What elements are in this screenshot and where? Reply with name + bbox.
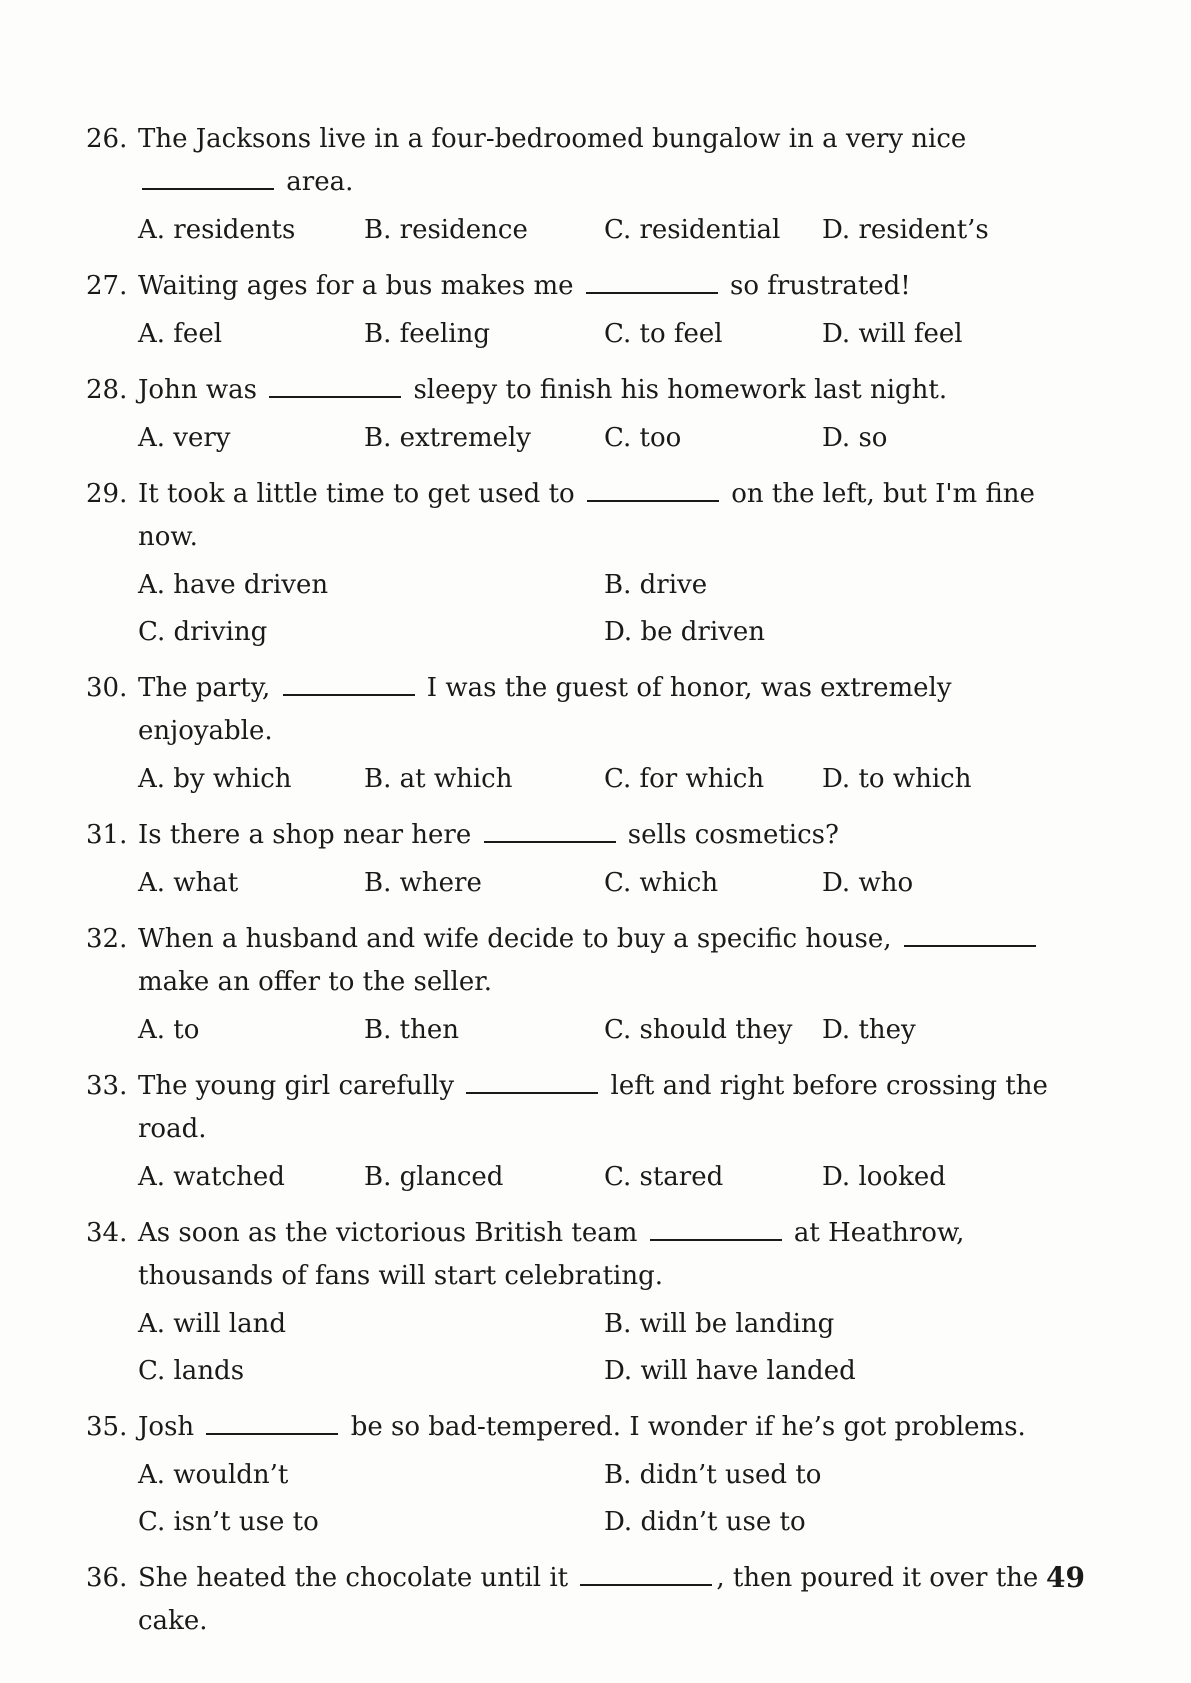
answer-options xyxy=(138,1154,1086,1201)
options-row xyxy=(138,1452,1086,1499)
answer-option: C. isn’t use to xyxy=(138,1507,319,1537)
answer-option: D. will feel xyxy=(822,319,963,349)
question-text-after: sells cosmetics? xyxy=(619,820,839,850)
question-item xyxy=(86,1406,1086,1546)
answer-option: D. who xyxy=(822,868,914,898)
options-row xyxy=(138,1499,1086,1546)
question-stem xyxy=(86,118,1086,204)
answer-options xyxy=(138,1007,1086,1054)
answer-option: B. didn’t used to xyxy=(604,1460,822,1490)
question-text-after: sleepy to finish his homework last night. xyxy=(405,375,948,405)
options-row xyxy=(138,1301,1086,1348)
question-item xyxy=(86,118,1086,254)
question-stem xyxy=(86,1406,1086,1449)
answer-blank xyxy=(904,945,1036,947)
answer-option: B. extremely xyxy=(364,423,531,453)
answer-option: B. at which xyxy=(364,764,513,794)
answer-options xyxy=(138,1452,1086,1546)
question-text-after: at Heathrow, thousands of fans will start celebrating. xyxy=(138,1218,965,1291)
options-row xyxy=(138,311,1086,358)
answer-option: D. looked xyxy=(822,1162,946,1192)
answer-option: D. resident’s xyxy=(822,215,989,245)
answer-options xyxy=(138,562,1086,656)
answer-option: B. will be landing xyxy=(604,1309,835,1339)
answer-blank xyxy=(142,188,274,190)
answer-option: D. didn’t use to xyxy=(604,1507,806,1537)
options-row xyxy=(138,1154,1086,1201)
answer-options xyxy=(138,756,1086,803)
answer-option: A. what xyxy=(138,868,239,898)
question-item xyxy=(86,1557,1086,1643)
question-text-after: , then poured it over the cake. xyxy=(138,1563,1039,1636)
answer-option: B. where xyxy=(364,868,482,898)
answer-option: A. wouldn’t xyxy=(138,1460,289,1490)
answer-option: B. residence xyxy=(364,215,528,245)
question-stem xyxy=(86,1212,1086,1298)
answer-option: A. have driven xyxy=(138,570,329,600)
answer-blank xyxy=(283,694,415,696)
question-text-before: As soon as the victorious British team xyxy=(138,1218,646,1248)
question-text-after: left and right before crossing the road. xyxy=(138,1071,1048,1144)
answer-options xyxy=(138,207,1086,254)
answer-option: C. to feel xyxy=(604,319,723,349)
question-item xyxy=(86,473,1086,656)
answer-option: D. so xyxy=(822,423,888,453)
answer-blank xyxy=(586,292,718,294)
question-stem xyxy=(86,814,1086,857)
answer-options xyxy=(138,1301,1086,1395)
question-text-after: make an offer to the seller. xyxy=(138,967,493,997)
options-row xyxy=(138,562,1086,609)
answer-option: C. which xyxy=(604,868,719,898)
answer-option: A. residents xyxy=(138,215,296,245)
question-number: 29. xyxy=(86,479,128,509)
answer-option: C. should they xyxy=(604,1015,793,1045)
answer-option: B. glanced xyxy=(364,1162,504,1192)
answer-options xyxy=(138,311,1086,358)
answer-option: B. drive xyxy=(604,570,708,600)
options-row xyxy=(138,1007,1086,1054)
question-list xyxy=(86,118,1086,1654)
question-item xyxy=(86,265,1086,358)
question-stem xyxy=(86,265,1086,308)
answer-blank xyxy=(587,500,719,502)
question-text-before: The young girl carefully xyxy=(138,1071,463,1101)
options-row xyxy=(138,415,1086,462)
options-row xyxy=(138,1348,1086,1395)
question-item xyxy=(86,667,1086,803)
question-item xyxy=(86,369,1086,462)
answer-option: C. residential xyxy=(604,215,781,245)
answer-option: C. for which xyxy=(604,764,765,794)
answer-option: A. very xyxy=(138,423,231,453)
answer-option: A. feel xyxy=(138,319,223,349)
question-number: 31. xyxy=(86,820,128,850)
answer-option: A. by which xyxy=(138,764,292,794)
options-row xyxy=(138,207,1086,254)
question-text-before: She heated the chocolate until it xyxy=(138,1563,577,1593)
answer-blank xyxy=(206,1433,338,1435)
answer-option: D. to which xyxy=(822,764,972,794)
question-text-before: John was xyxy=(138,375,266,405)
answer-blank xyxy=(466,1092,598,1094)
question-item xyxy=(86,1065,1086,1201)
answer-option: A. to xyxy=(138,1015,200,1045)
question-text-after: I was the guest of honor, was extremely enjoyable. xyxy=(138,673,952,746)
answer-blank xyxy=(650,1239,782,1241)
answer-option: D. be driven xyxy=(604,617,765,647)
question-text-before: Josh xyxy=(138,1412,203,1442)
answer-options xyxy=(138,415,1086,462)
question-number: 35. xyxy=(86,1412,128,1442)
answer-blank xyxy=(580,1584,712,1586)
answer-option: B. feeling xyxy=(364,319,491,349)
answer-option: A. will land xyxy=(138,1309,286,1339)
question-number: 26. xyxy=(86,124,128,154)
answer-option: C. too xyxy=(604,423,682,453)
question-stem xyxy=(86,1065,1086,1151)
answer-option: B. then xyxy=(364,1015,459,1045)
question-number: 33. xyxy=(86,1071,128,1101)
question-stem xyxy=(86,918,1086,1004)
answer-blank xyxy=(269,396,401,398)
question-text-before: The party, xyxy=(138,673,279,703)
question-stem xyxy=(86,1557,1086,1643)
question-text-before: Waiting ages for a bus makes me xyxy=(138,271,582,301)
options-row xyxy=(138,860,1086,907)
question-stem xyxy=(86,369,1086,412)
question-text-after: on the left, but I'm fine now. xyxy=(138,479,1035,552)
question-text-after: area. xyxy=(278,167,354,197)
answer-option: D. they xyxy=(822,1015,916,1045)
answer-option: A. watched xyxy=(138,1162,285,1192)
options-row xyxy=(138,609,1086,656)
question-number: 32. xyxy=(86,924,128,954)
question-text-before: When a husband and wife decide to buy a specific house, xyxy=(138,924,900,954)
answer-options xyxy=(138,860,1086,907)
question-number: 28. xyxy=(86,375,128,405)
question-item xyxy=(86,1212,1086,1395)
question-text-before: Is there a shop near here xyxy=(138,820,480,850)
question-number: 34. xyxy=(86,1218,128,1248)
answer-blank xyxy=(484,841,616,843)
question-number: 30. xyxy=(86,673,128,703)
question-number: 27. xyxy=(86,271,128,301)
question-number: 36. xyxy=(86,1563,128,1593)
question-text-before: It took a little time to get used to xyxy=(138,479,583,509)
answer-option: C. driving xyxy=(138,617,268,647)
question-item xyxy=(86,814,1086,907)
page-number: 49 xyxy=(1046,1561,1085,1594)
question-stem xyxy=(86,667,1086,753)
question-text-before: The Jacksons live in a four-bedroomed bungalow in a very nice xyxy=(138,124,967,154)
answer-option: C. lands xyxy=(138,1356,245,1386)
question-text-after: be so bad-tempered. I wonder if he’s got problems. xyxy=(342,1412,1026,1442)
question-item xyxy=(86,918,1086,1054)
answer-option: D. will have landed xyxy=(604,1356,856,1386)
answer-option: C. stared xyxy=(604,1162,724,1192)
question-text-after: so frustrated! xyxy=(721,271,911,301)
options-row xyxy=(138,756,1086,803)
question-stem xyxy=(86,473,1086,559)
